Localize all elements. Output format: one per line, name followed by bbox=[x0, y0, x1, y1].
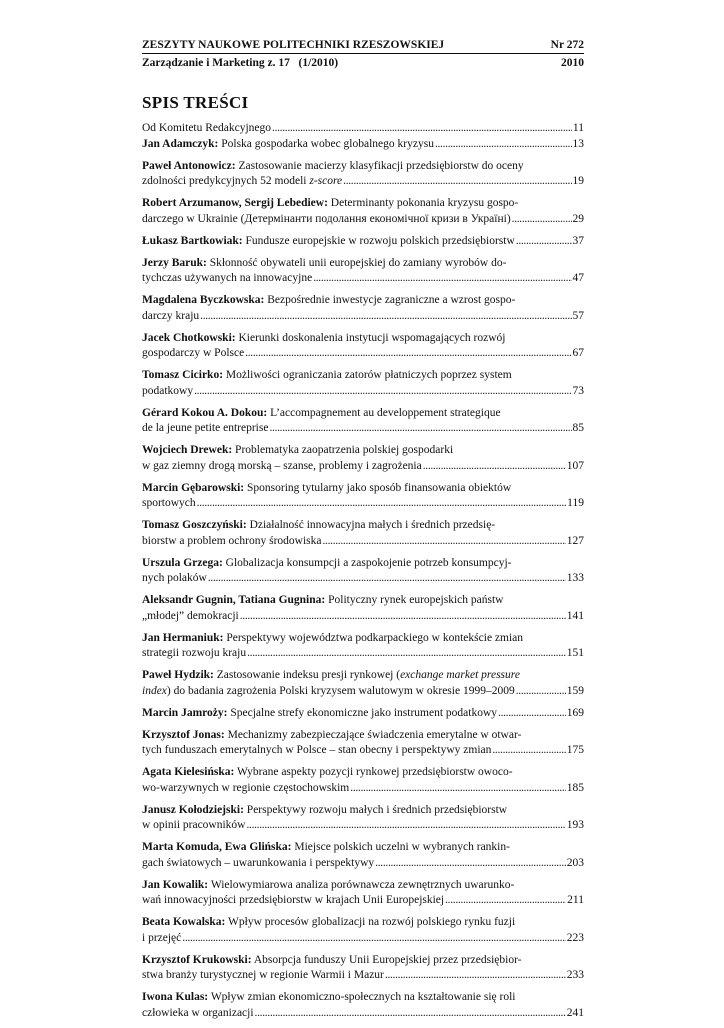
entry-title-part: Zastosowanie macierzy klasyfikacji przedsiębiorstw do oceny bbox=[238, 159, 524, 172]
entry-page-number: 203 bbox=[566, 856, 584, 869]
entry-title-end bbox=[142, 968, 384, 984]
entry-first-line bbox=[142, 159, 584, 175]
entry-page-number: 133 bbox=[566, 572, 584, 584]
entry-title-text: Fundusze europejskie w rozwoju polskich przedsiębiorstw bbox=[245, 234, 515, 247]
entry-author: Urszula Grzega: bbox=[142, 556, 223, 569]
entry-title-end bbox=[142, 743, 491, 759]
toc-entry bbox=[142, 728, 584, 759]
entry-title-end bbox=[142, 931, 181, 947]
entry-title-text: sportowych bbox=[142, 497, 196, 509]
dot-leader bbox=[385, 968, 566, 984]
entry-title-part: Bezpośrednie inwestycje zagraniczne a wzrost gospo- bbox=[267, 294, 516, 306]
entry-author: Iwona Kulas: bbox=[142, 991, 209, 1003]
entry-title-part: Działalność innowacyjna małych i średnich przedsię- bbox=[249, 519, 496, 531]
entry-title-end bbox=[142, 893, 444, 909]
dot-leader bbox=[255, 1006, 566, 1022]
entry-title-text: strategii rozwoju kraju bbox=[142, 647, 247, 659]
entry-author: Tomasz Goszczyński: bbox=[142, 519, 247, 531]
entry-title-end bbox=[142, 856, 374, 872]
entry-author: Agata Kielesińska: bbox=[142, 766, 235, 778]
entry-title-end bbox=[142, 781, 349, 797]
entry-first-line bbox=[142, 481, 584, 497]
entry-title-end bbox=[142, 609, 239, 625]
entry-title-text: darczy kraju bbox=[142, 309, 200, 322]
entry-page-number: 11 bbox=[572, 122, 584, 134]
entry-page-number: 151 bbox=[566, 647, 584, 659]
entry-page-number: 85 bbox=[572, 422, 584, 434]
entry-first-line bbox=[142, 256, 584, 272]
entry-last-line bbox=[142, 174, 584, 190]
toc-entry bbox=[142, 443, 584, 474]
entry-last-line bbox=[142, 309, 584, 325]
toc-entry bbox=[142, 706, 584, 722]
entry-last-line bbox=[142, 706, 584, 722]
entry-title-text: zdolności predykcyjnych 52 modeli bbox=[142, 175, 307, 187]
dot-leader bbox=[272, 121, 572, 137]
dot-leader bbox=[247, 646, 566, 662]
journal-name: ZESZYTY NAUKOWE POLITECHNIKI RZESZOWSKIEJ bbox=[142, 39, 445, 51]
entry-page-number: 29 bbox=[572, 212, 584, 225]
toc-entry bbox=[142, 368, 584, 399]
entry-last-line bbox=[142, 496, 584, 512]
entry-title-part: Globalizacja konsumpcji a zaspokojenie potrzeb konsumpcyj- bbox=[225, 556, 512, 569]
entry-title-part: L’accompagnement au developpement strategique bbox=[270, 406, 501, 419]
document-page bbox=[142, 38, 584, 1028]
entry-title-italic: z-score bbox=[309, 175, 343, 187]
entry-first-line bbox=[142, 803, 584, 819]
series-info: Zarządzanie i Marketing z. 17 (1/2010) bbox=[142, 57, 339, 69]
entry-title-end bbox=[142, 496, 196, 512]
entry-page-number: 159 bbox=[566, 684, 584, 697]
toc-entry bbox=[142, 121, 584, 137]
toc-entry bbox=[142, 331, 584, 362]
entry-author: Jerzy Baruk: bbox=[142, 256, 207, 269]
entry-title-text: wo-warzywnych w regionie częstochowskim bbox=[142, 781, 350, 794]
entry-title-end bbox=[142, 571, 207, 587]
entry-title-part: Polityczny rynek europejskich państw bbox=[328, 594, 504, 606]
entry-title-part: Perspektywy województwa podkarpackiego w kontekście zmian bbox=[226, 631, 524, 644]
entry-title-end bbox=[142, 234, 515, 250]
toc-entry bbox=[142, 234, 584, 250]
entry-title-part: Problematyka zaopatrzenia polskiej gospodarki bbox=[235, 444, 454, 456]
entry-title-text: w gaz ziemny drogą morską – szanse, problemy i zagrożenia bbox=[142, 459, 422, 472]
entry-first-line bbox=[142, 840, 584, 856]
toc-entry bbox=[142, 915, 584, 946]
entry-first-line bbox=[142, 668, 584, 684]
toc-entry bbox=[142, 803, 584, 834]
entry-last-line bbox=[142, 931, 584, 947]
entry-last-line bbox=[142, 212, 584, 228]
entry-title-end bbox=[142, 121, 271, 137]
entry-page-number: 223 bbox=[566, 931, 584, 944]
entry-page-number: 141 bbox=[566, 609, 584, 622]
entry-author: Robert Arzumanow, Sergij Lebediew: bbox=[142, 197, 328, 209]
entry-page-number: 57 bbox=[572, 309, 584, 322]
entry-first-line bbox=[142, 593, 584, 609]
entry-page-number: 107 bbox=[566, 459, 584, 472]
entry-author: Krzysztof Krukowski: bbox=[142, 953, 252, 966]
dot-leader bbox=[492, 743, 565, 759]
entry-title-text: w opinii pracowników bbox=[142, 819, 246, 831]
entry-author: Jacek Chotkowski: bbox=[142, 331, 236, 344]
dot-leader bbox=[197, 496, 567, 512]
year: 2010 bbox=[561, 57, 584, 69]
toc-entry bbox=[142, 765, 584, 796]
dot-leader bbox=[512, 212, 572, 228]
entry-title-part: Wpływ zmian ekonomiczno-społecznych na kształtowanie się roli bbox=[210, 991, 516, 1003]
toc-entry bbox=[142, 840, 584, 871]
entry-page-number: 241 bbox=[566, 1006, 584, 1019]
entry-title-text: podatkowy bbox=[142, 384, 194, 397]
toc-list bbox=[142, 121, 584, 1021]
entry-first-line bbox=[142, 196, 584, 212]
entry-author: Magdalena Byczkowska: bbox=[142, 294, 265, 306]
entry-author: Paweł Antonowicz: bbox=[142, 159, 236, 172]
entry-author: Marcin Jamroży: bbox=[142, 706, 228, 719]
entry-author: Jan Hermaniuk: bbox=[142, 631, 224, 644]
entry-last-line bbox=[142, 121, 584, 137]
entry-title-end bbox=[142, 212, 511, 228]
entry-title-text: człowieka w organizacji bbox=[142, 1006, 254, 1019]
entry-title-text: tychczas używanych na innowacyjne bbox=[142, 272, 313, 284]
toc-entry bbox=[142, 196, 584, 227]
dot-leader bbox=[516, 234, 572, 250]
toc-entry bbox=[142, 556, 584, 587]
entry-title-part: Perspektywy rozwoju małych i średnich przedsiębiorstw bbox=[246, 803, 508, 816]
entry-first-line bbox=[142, 406, 584, 422]
entry-first-line bbox=[142, 765, 584, 781]
entry-title-text: wań innowacyjności przedsiębiorstw w krajach Unii Europejskiej bbox=[142, 894, 445, 906]
entry-author: Krzysztof Jonas: bbox=[142, 728, 225, 741]
toc-entry bbox=[142, 953, 584, 984]
toc-entry bbox=[142, 631, 584, 662]
entry-author: Jan Adamczyk: bbox=[142, 137, 219, 150]
entry-last-line bbox=[142, 856, 584, 872]
entry-last-line bbox=[142, 1006, 584, 1022]
toc-entry bbox=[142, 990, 584, 1021]
toc-entry bbox=[142, 668, 584, 699]
entry-page-number: 13 bbox=[572, 137, 584, 150]
entry-first-line bbox=[142, 556, 584, 572]
entry-title-part: Determinanty pokonania kryzysu gospo- bbox=[330, 197, 519, 209]
entry-title-part: Skłonność obywateli unii europejskiej do zamiany wyrobów do- bbox=[209, 256, 507, 269]
entry-title-text: de la jeune petite entreprise bbox=[142, 422, 269, 434]
entry-first-line bbox=[142, 368, 584, 384]
dot-leader bbox=[208, 571, 566, 587]
entry-title-end bbox=[142, 137, 434, 153]
entry-author: Marta Komuda, Ewa Glińska: bbox=[142, 841, 292, 853]
entry-first-line bbox=[142, 518, 584, 534]
entry-title-part: Absorpcja funduszy Unii Europejskiej przez przedsiębior- bbox=[253, 953, 522, 966]
entry-title-text: gospodarczy w Polsce bbox=[142, 347, 245, 359]
issue-number: Nr 272 bbox=[550, 39, 584, 51]
entry-title-part: Wpływ procesów globalizacji na rozwój polskiego rynku fuzji bbox=[228, 916, 516, 928]
dot-leader bbox=[435, 137, 572, 153]
entry-title-text: „młodej” demokracji bbox=[142, 609, 239, 622]
dot-leader bbox=[498, 706, 566, 722]
entry-last-line bbox=[142, 384, 584, 400]
dot-leader bbox=[194, 384, 571, 400]
entry-title-end bbox=[142, 706, 497, 722]
toc-entry bbox=[142, 137, 584, 153]
entry-page-number: 19 bbox=[572, 175, 584, 187]
entry-title-end bbox=[142, 421, 268, 437]
entry-page-number: 211 bbox=[567, 894, 584, 906]
entry-page-number: 119 bbox=[567, 497, 584, 509]
entry-last-line bbox=[142, 534, 584, 550]
entry-last-line bbox=[142, 234, 584, 250]
entry-title-part: Sponsoring tytularny jako sposób finansowania obiektów bbox=[247, 481, 512, 494]
entry-page-number: 73 bbox=[572, 384, 584, 397]
entry-last-line bbox=[142, 684, 584, 700]
entry-last-line bbox=[142, 646, 584, 662]
entry-last-line bbox=[142, 818, 584, 834]
toc-entry bbox=[142, 406, 584, 437]
toc-entry bbox=[142, 518, 584, 549]
toc-entry bbox=[142, 159, 584, 190]
entry-first-line bbox=[142, 331, 584, 347]
entry-title-text: Specjalne strefy ekonomiczne jako instrument podatkowy bbox=[230, 706, 498, 719]
entry-title-part: Miejsce polskich uczelni w wybranych rankin- bbox=[294, 841, 510, 853]
entry-title-part: Kierunki doskonalenia instytucji wspomagających rozwój bbox=[238, 331, 506, 344]
entry-first-line bbox=[142, 915, 584, 931]
entry-first-line bbox=[142, 443, 584, 459]
entry-title-italic: exchange market pressure bbox=[400, 669, 520, 681]
entry-first-line bbox=[142, 878, 584, 894]
entry-last-line bbox=[142, 893, 584, 909]
toc-entry bbox=[142, 256, 584, 287]
header-rule bbox=[142, 53, 584, 54]
entry-author: Jan Kowalik: bbox=[142, 878, 209, 891]
entry-title-end bbox=[142, 818, 245, 834]
dot-leader bbox=[323, 534, 566, 550]
dot-leader bbox=[423, 459, 566, 475]
entry-title-italic: index bbox=[142, 684, 167, 697]
dot-leader bbox=[350, 781, 565, 797]
entry-title-text: Polska gospodarka wobec globalnego kryzysu bbox=[221, 137, 434, 150]
dot-leader bbox=[343, 174, 571, 190]
entry-title-end bbox=[142, 459, 422, 475]
dot-leader bbox=[182, 931, 565, 947]
entry-title-part: Zastosowanie indeksu presji rynkowej ( bbox=[216, 669, 401, 681]
entry-title-text: biorstw a problem ochrony środowiska bbox=[142, 534, 322, 547]
entry-last-line bbox=[142, 968, 584, 984]
entry-last-line bbox=[142, 421, 584, 437]
entry-title-part: Wielowymiarowa analiza porównawcza zewnętrznych uwarunko- bbox=[210, 878, 515, 891]
entry-title-text: ) do badania zagrożenia Polski kryzysem walutowym w okresie 1999–2009 bbox=[166, 684, 515, 697]
entry-page-number: 193 bbox=[566, 819, 584, 831]
entry-title-text: Od Komitetu Redakcyjnego bbox=[142, 122, 272, 134]
entry-page-number: 127 bbox=[566, 534, 584, 547]
entry-author: Wojciech Drewek: bbox=[142, 444, 233, 456]
entry-title-end bbox=[142, 271, 312, 287]
header-row-2 bbox=[142, 56, 584, 70]
entry-page-number: 233 bbox=[566, 969, 584, 981]
entry-last-line bbox=[142, 571, 584, 587]
dot-leader bbox=[200, 309, 571, 325]
entry-first-line bbox=[142, 990, 584, 1006]
toc-entry bbox=[142, 293, 584, 324]
entry-title-text: i przejęć bbox=[142, 931, 182, 944]
entry-page-number: 47 bbox=[572, 272, 584, 284]
entry-title-part: Wybrane aspekty pozycji rynkowej przedsiębiorstw owoco- bbox=[237, 766, 513, 778]
entry-first-line bbox=[142, 728, 584, 744]
entry-first-line bbox=[142, 293, 584, 309]
entry-author: Aleksandr Gugnin, Tatiana Gugnina: bbox=[142, 594, 326, 606]
entry-page-number: 185 bbox=[566, 781, 584, 794]
entry-title-end bbox=[142, 346, 244, 362]
entry-author: Marcin Gębarowski: bbox=[142, 481, 245, 494]
entry-last-line bbox=[142, 609, 584, 625]
header-row-1 bbox=[142, 38, 584, 52]
entry-title-end bbox=[142, 684, 515, 700]
entry-page-number: 169 bbox=[566, 706, 584, 719]
entry-author: Gérard Kokou A. Dokou: bbox=[142, 406, 268, 419]
entry-title-text: stwa branży turystycznej w regionie Warmii i Mazur bbox=[142, 969, 384, 981]
entry-last-line bbox=[142, 743, 584, 759]
entry-last-line bbox=[142, 271, 584, 287]
entry-title-end bbox=[142, 646, 246, 662]
entry-first-line bbox=[142, 953, 584, 969]
entry-first-line bbox=[142, 631, 584, 647]
entry-title-end bbox=[142, 1006, 254, 1022]
dot-leader bbox=[245, 346, 571, 362]
entry-title-text: nych polaków bbox=[142, 572, 207, 584]
entry-author: Tomasz Cicirko: bbox=[142, 369, 224, 381]
toc-entry bbox=[142, 593, 584, 624]
dot-leader bbox=[445, 893, 566, 909]
dot-leader bbox=[516, 684, 566, 700]
entry-author: Beata Kowalska: bbox=[142, 916, 226, 928]
toc-entry bbox=[142, 481, 584, 512]
entry-author: Łukasz Bartkowiak: bbox=[142, 234, 243, 247]
entry-last-line bbox=[142, 459, 584, 475]
entry-title-text: tych funduszach emerytalnych w Polsce – stan obecny i perspektywy zmian bbox=[142, 744, 492, 756]
entry-page-number: 175 bbox=[566, 744, 584, 756]
entry-last-line bbox=[142, 137, 584, 153]
toc-title: SPIS TREŚCI bbox=[142, 93, 249, 112]
dot-leader bbox=[240, 609, 566, 625]
dot-leader bbox=[375, 856, 566, 872]
entry-title-part: Możliwości ograniczania zatorów płatniczych poprzez system bbox=[225, 369, 512, 381]
entry-title-text: gach światowych – uwarunkowania i perspektywy bbox=[142, 856, 375, 869]
toc-entry bbox=[142, 878, 584, 909]
dot-leader bbox=[313, 271, 571, 287]
entry-title-end bbox=[142, 309, 199, 325]
entry-title-part: Mechanizmy zabezpieczające świadczenia emerytalne w otwar- bbox=[227, 728, 522, 741]
entry-title-end bbox=[142, 384, 193, 400]
entry-page-number: 67 bbox=[572, 347, 584, 359]
dot-leader bbox=[246, 818, 565, 834]
entry-author: Janusz Kołodziejski: bbox=[142, 803, 244, 816]
entry-page-number: 37 bbox=[572, 234, 584, 247]
entry-last-line bbox=[142, 346, 584, 362]
entry-title-text: darczego w Ukrainie (Детермінанти подолання економічної кризи в Україні) bbox=[142, 212, 511, 225]
entry-title-end bbox=[142, 174, 342, 190]
entry-title-end bbox=[142, 534, 322, 550]
dot-leader bbox=[269, 421, 571, 437]
entry-last-line bbox=[142, 781, 584, 797]
entry-author: Paweł Hydzik: bbox=[142, 669, 214, 681]
